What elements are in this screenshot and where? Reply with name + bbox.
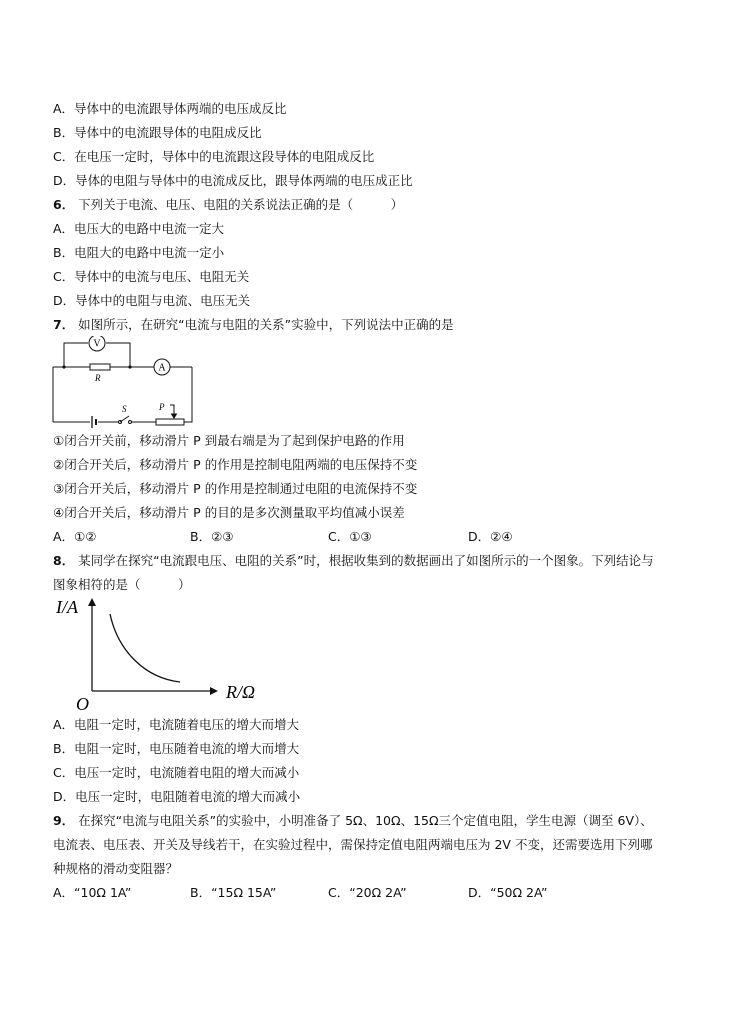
q5-option-a: A．导体中的电流跟导体两端的电压成反比 (53, 101, 287, 116)
q8-option-d: D．电压一定时，电阻随着电流的增大而减小 (53, 789, 301, 804)
voltmeter-label: V (93, 338, 101, 350)
q9-stem-text: 在探究“电流与电阻关系”的实验中，小明准备了 5Ω、10Ω、15Ω三个定值电阻，学生电源（调至 6V）、 (74, 813, 653, 828)
q8-stem-line2: 图象相符的是（ ） (53, 577, 191, 592)
q9-choice-c: C．“20Ω 2A” (328, 885, 407, 900)
q7-statement-3: ③闭合开关后，移动滑片 P 的作用是控制通过电阻的电流保持不变 (53, 481, 418, 496)
q7-statement-4: ④闭合开关后，移动滑片 P 的目的是多次测量取平均值减小误差 (53, 505, 405, 520)
q7-stem-text: 如图所示，在研究“电流与电阻的关系”实验中，下列说法中正确的是 (74, 317, 454, 332)
q6-stem-text: 下列关于电流、电压、电阻的关系说法正确的是（ ） (74, 197, 404, 212)
y-axis-arrow (88, 598, 96, 606)
q8-stem-line1 (53, 552, 654, 570)
slider-label: P (159, 402, 165, 412)
q8-stem-text: 某同学在探究“电流跟电压、电阻的关系”时，根据收集到的数据画出了如图所示的一个图象。下列结论与 (74, 553, 654, 568)
q9-stem-line3: 种规格的滑动变阻器？ (53, 861, 179, 876)
q8-option-a: A．电阻一定时，电流随着电压的增大而增大 (53, 717, 300, 732)
q5-option-c: C．在电压一定时，导体中的电流跟这段导体的电阻成反比 (53, 149, 375, 164)
q7-number: 7． (53, 317, 75, 332)
q7-statement-1: ①闭合开关前，移动滑片 P 到最右端是为了起到保护电路的作用 (53, 433, 405, 448)
q9-number: 9． (53, 813, 75, 828)
q7-choice-c: C．①③ (328, 529, 372, 544)
x-axis-label: R/Ω (226, 682, 256, 702)
rheostat-body (156, 419, 184, 425)
q8-graph (50, 596, 280, 716)
q7-stem (53, 316, 454, 334)
q6-option-d: D．导体中的电阻与电流、电压无关 (53, 293, 251, 308)
q6-number: 6． (53, 197, 75, 212)
q9-choice-d: D．“50Ω 2A” (468, 885, 548, 900)
x-axis-arrow (210, 687, 218, 695)
q9-choice-a: A．“10Ω 1A” (53, 885, 132, 900)
q6-stem (53, 196, 403, 214)
q8-option-c: C．电压一定时，电流随着电阻的增大而减小 (53, 765, 300, 780)
q6-option-b: B．电阻大的电路中电流一定小 (53, 245, 225, 260)
resistor-label: R (95, 373, 101, 383)
q6-option-c: C．导体中的电流与电压、电阻无关 (53, 269, 250, 284)
resistor-icon (90, 364, 110, 370)
q9-choice-b: B．“15Ω 15A” (190, 885, 277, 900)
q7-choice-b: B．②③ (190, 529, 234, 544)
q5-option-b: B．导体中的电流跟导体的电阻成反比 (53, 125, 262, 140)
q5-option-d: D．导体的电阻与导体中的电流成反比，跟导体两端的电压成正比 (53, 173, 413, 188)
q8-number: 8． (53, 553, 75, 568)
q6-option-a: A．电压大的电路中电流一定大 (53, 221, 225, 236)
q7-choice-a: A．①② (53, 529, 97, 544)
q7-statement-2: ②闭合开关后，移动滑片 P 的作用是控制电阻两端的电压保持不变 (53, 457, 418, 472)
q9-stem-line1 (53, 812, 653, 830)
origin-label: O (76, 694, 89, 714)
q9-stem-line2: 电流表、电压表、开关及导线若干，在实验过程中，需保持定值电阻两端电压为 2V 不变，还需要选用下列哪 (53, 837, 653, 852)
y-axis-label: I/A (56, 597, 78, 617)
q8-option-b: B．电阻一定时，电压随着电流的增大而增大 (53, 741, 300, 756)
ammeter-label: A (158, 362, 166, 374)
q7-choice-d: D．②④ (468, 529, 513, 544)
inverse-curve (110, 614, 180, 682)
switch-label: S (122, 404, 127, 414)
q7-circuit-diagram (50, 336, 200, 428)
